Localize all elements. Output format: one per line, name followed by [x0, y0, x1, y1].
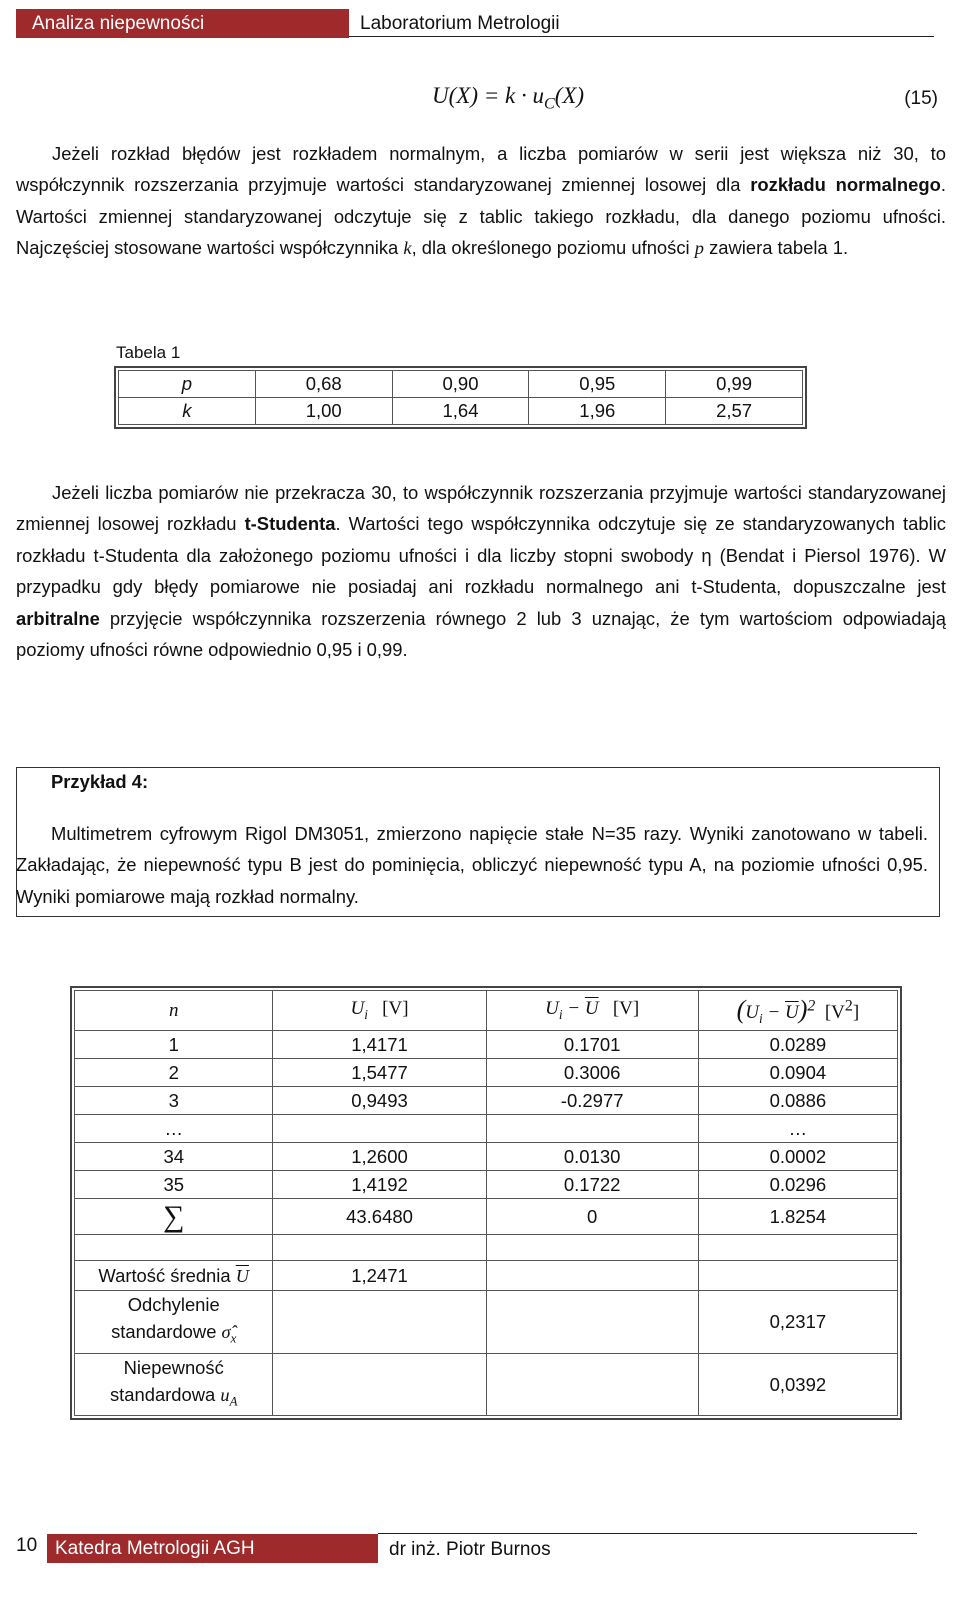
header-ui: $U_i$ [V]: [273, 991, 486, 1031]
table-row: [75, 1143, 898, 1171]
mean-label: Wartość średnia $\overline{U}$: [75, 1261, 273, 1291]
header-n: n: [75, 991, 273, 1031]
table-row: [75, 1115, 898, 1143]
sum-deviation: 0: [486, 1199, 698, 1235]
footer-rule: [378, 1533, 917, 1534]
table-cell: -0.2977: [486, 1087, 698, 1115]
table-cell: …: [75, 1115, 273, 1143]
paragraph-t-student: Jeżeli liczba pomiarów nie przekracza 30, to współczynnik rozszerzania przyjmuje wartości standaryzowanej zmiennej losowej rozkładu t-Studenta. Wartości tego współczynnika odczytuje się ze standaryzowanych tablic rozkładu t-Studenta dla założonego poziomu ufności i dla liczby stopni swobody η (Bendat i Piersol 1976). W przypadku gdy błędy pomiarowe nie posiadaj ani rozkładu normalnego ani t-Studenta, dopuszczalne jest arbitralne przyjęcie współczynnika rozszerzenia równego 2 lub 3 uznając, że tym wartościom odpowiadają poziomy ufności równe odpowiednio 0,95 i 0,99.: [16, 482, 946, 661]
table-cell: 2,57: [666, 398, 803, 425]
table-cell: 1,96: [529, 398, 666, 425]
sum-row: [75, 1199, 898, 1235]
table-cell: 0.0130: [486, 1143, 698, 1171]
table-header-row: [75, 991, 898, 1031]
table-cell: 1,4192: [273, 1171, 486, 1199]
table-cell: 2: [75, 1059, 273, 1087]
table-cell: [273, 1115, 486, 1143]
table-row: [75, 1087, 898, 1115]
table-cell: 0,95: [529, 371, 666, 398]
table-row: [75, 1171, 898, 1199]
table-cell: 0,9493: [273, 1087, 486, 1115]
sum-symbol: ∑: [75, 1199, 273, 1235]
footer-author: dr inż. Piotr Burnos: [389, 1539, 551, 1560]
table-cell: 0,90: [392, 371, 529, 398]
example-title: Przykład 4:: [51, 771, 149, 792]
table-cell: 1,00: [255, 398, 392, 425]
std-value: 0,2317: [698, 1291, 897, 1354]
header-ui-minus-mean: $U_i - \overline{U}$ [V]: [486, 991, 698, 1031]
table-cell: [486, 1115, 698, 1143]
table-cell: 0.1701: [486, 1031, 698, 1059]
table-cell: 0.0296: [698, 1171, 897, 1199]
mean-value: 1,2471: [273, 1261, 486, 1291]
page-number: 10: [16, 1535, 38, 1556]
table-cell: 1,4171: [273, 1031, 486, 1059]
table-cell: 34: [75, 1143, 273, 1171]
table-cell: 0.0886: [698, 1087, 897, 1115]
table-row: [75, 1031, 898, 1059]
paragraph-normal-distribution: Jeżeli rozkład błędów jest rozkładem normalnym, a liczba pomiarów w serii jest większa niż 30, to współczynnik rozszerzania przyjmuje wartości standaryzowanej zmiennej losowej dla rozkładu normalnego. Wartości zmiennej standaryzowanej odczytuje się z tablic takiego rozkładu, dla danego poziomu ufności. Najczęściej stosowane wartości współczynnika k, dla określonego poziomu ufności p zawiera tabela 1.: [16, 143, 946, 259]
table-row: [75, 1059, 898, 1087]
example-text: Multimetrem cyfrowym Rigol DM3051, zmierzono napięcie stałe N=35 razy. Wyniki zanotowano w tabeli. Zakładając, że niepewność typu B jest do pominięcia, obliczyć niepewność typu A, na poziomie ufności 0,95. Wyniki pomiarowe mają rozkład normalny.: [16, 823, 928, 907]
table-cell: 1,2600: [273, 1143, 486, 1171]
table-cell: 0.0904: [698, 1059, 897, 1087]
table-cell: 0,99: [666, 371, 803, 398]
sum-squared: 1.8254: [698, 1199, 897, 1235]
uncertainty-label: Niepewność standardowa $u_A$: [75, 1353, 273, 1416]
header-squared-deviation: $(U_i - \overline{U})^2$ $[V^2]$: [698, 991, 897, 1031]
table-cell: 0.0002: [698, 1143, 897, 1171]
mean-row: [75, 1261, 898, 1291]
table-cell: …: [698, 1115, 897, 1143]
table-cell: 0.1722: [486, 1171, 698, 1199]
coverage-factor-table: [114, 366, 807, 429]
formula-number: (15): [904, 88, 938, 109]
std-row: [75, 1291, 898, 1354]
blank-row: [75, 1235, 898, 1261]
table-cell: p: [119, 371, 256, 398]
table-cell: 0,68: [255, 371, 392, 398]
formula-15: $U(X) = k \cdot u_C(X)$: [432, 83, 585, 113]
footer-left-title: Katedra Metrologii AGH: [47, 1534, 378, 1563]
table-cell: 1: [75, 1031, 273, 1059]
measurement-results-table: [70, 986, 902, 1420]
table1-caption: Tabela 1: [116, 343, 181, 362]
table-cell: 3: [75, 1087, 273, 1115]
table-cell: 0.0289: [698, 1031, 897, 1059]
table-cell: k: [119, 398, 256, 425]
table-row: [119, 371, 803, 398]
table-cell: 1,64: [392, 398, 529, 425]
std-label: Odchylenie standardowe $\sigmâ_x$: [75, 1291, 273, 1354]
uncertainty-row: [75, 1353, 898, 1416]
header-right-title: Laboratorium Metrologii: [360, 13, 560, 34]
table-cell: 0.3006: [486, 1059, 698, 1087]
uncertainty-value: 0,0392: [698, 1353, 897, 1416]
table-cell: 1,5477: [273, 1059, 486, 1087]
table-row: [119, 398, 803, 425]
header-left-title: Analiza niepewności: [16, 9, 349, 38]
table-cell: 35: [75, 1171, 273, 1199]
sum-ui: 43.6480: [273, 1199, 486, 1235]
